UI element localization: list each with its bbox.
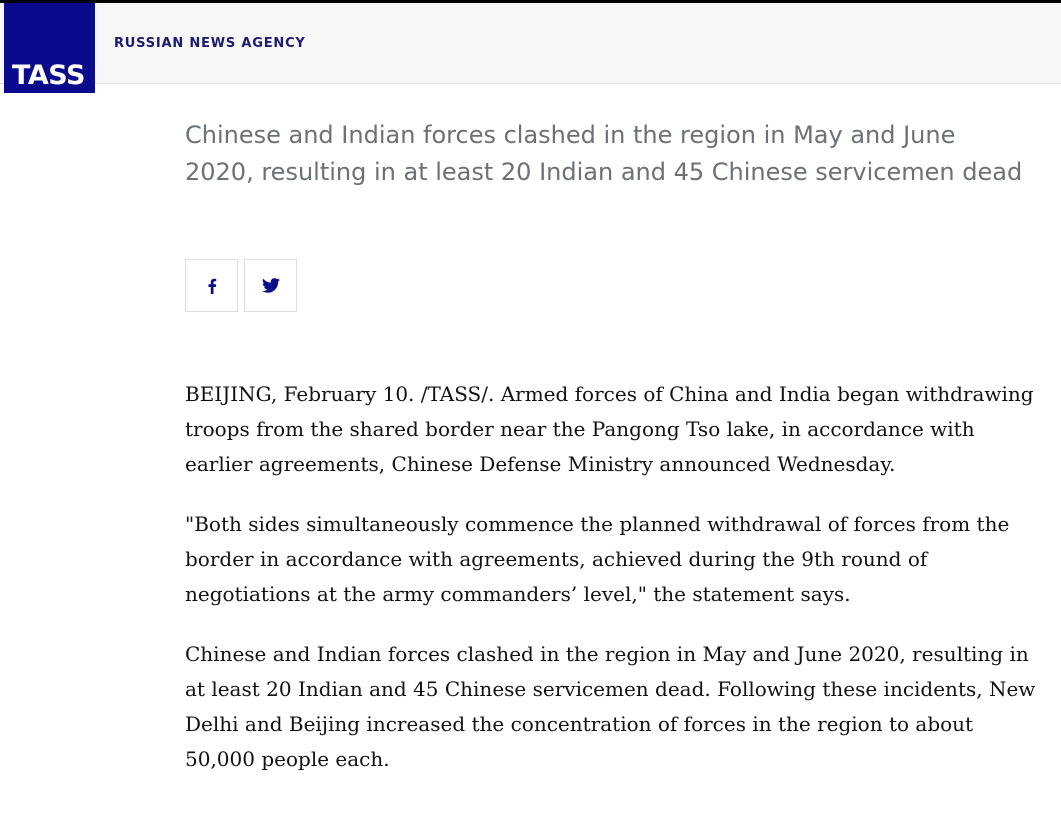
tass-logo[interactable] xyxy=(4,3,95,93)
agency-name: RUSSIAN NEWS AGENCY xyxy=(114,36,306,51)
article-paragraph: "Both sides simultaneously commence the planned withdrawal of forces from the border in accordance with agreements, achieved during the 9th round of negotiations at the army commanders’ level," the statement says. xyxy=(185,512,1010,606)
facebook-icon xyxy=(207,278,217,294)
site-header xyxy=(0,3,1061,84)
article-lead: Chinese and Indian forces clashed in the region in May and June 2020, resulting in at least 20 Indian and 45 Chinese servicemen dead xyxy=(185,121,1023,186)
logo-text: TASS xyxy=(12,60,85,91)
article-body xyxy=(185,377,1045,802)
facebook-share-button[interactable] xyxy=(185,259,238,312)
article-paragraph: Chinese and Indian forces clashed in the region in May and June 2020, resulting in at least 20 Indian and 45 Chinese servicemen dead. Following these incidents, New Delhi and Beijing increased the concentration of forces in the region to about 50,000 people each. xyxy=(185,642,1036,771)
share-buttons xyxy=(185,259,297,312)
article-paragraph: BEIJING, February 10. /TASS/. Armed forces of China and India began withdrawing troops from the shared border near the Pangong Tso lake, in accordance with earlier agreements, Chinese Defense Ministry announced Wednesday. xyxy=(185,382,1034,476)
twitter-icon xyxy=(262,278,280,293)
twitter-share-button[interactable] xyxy=(244,259,297,312)
